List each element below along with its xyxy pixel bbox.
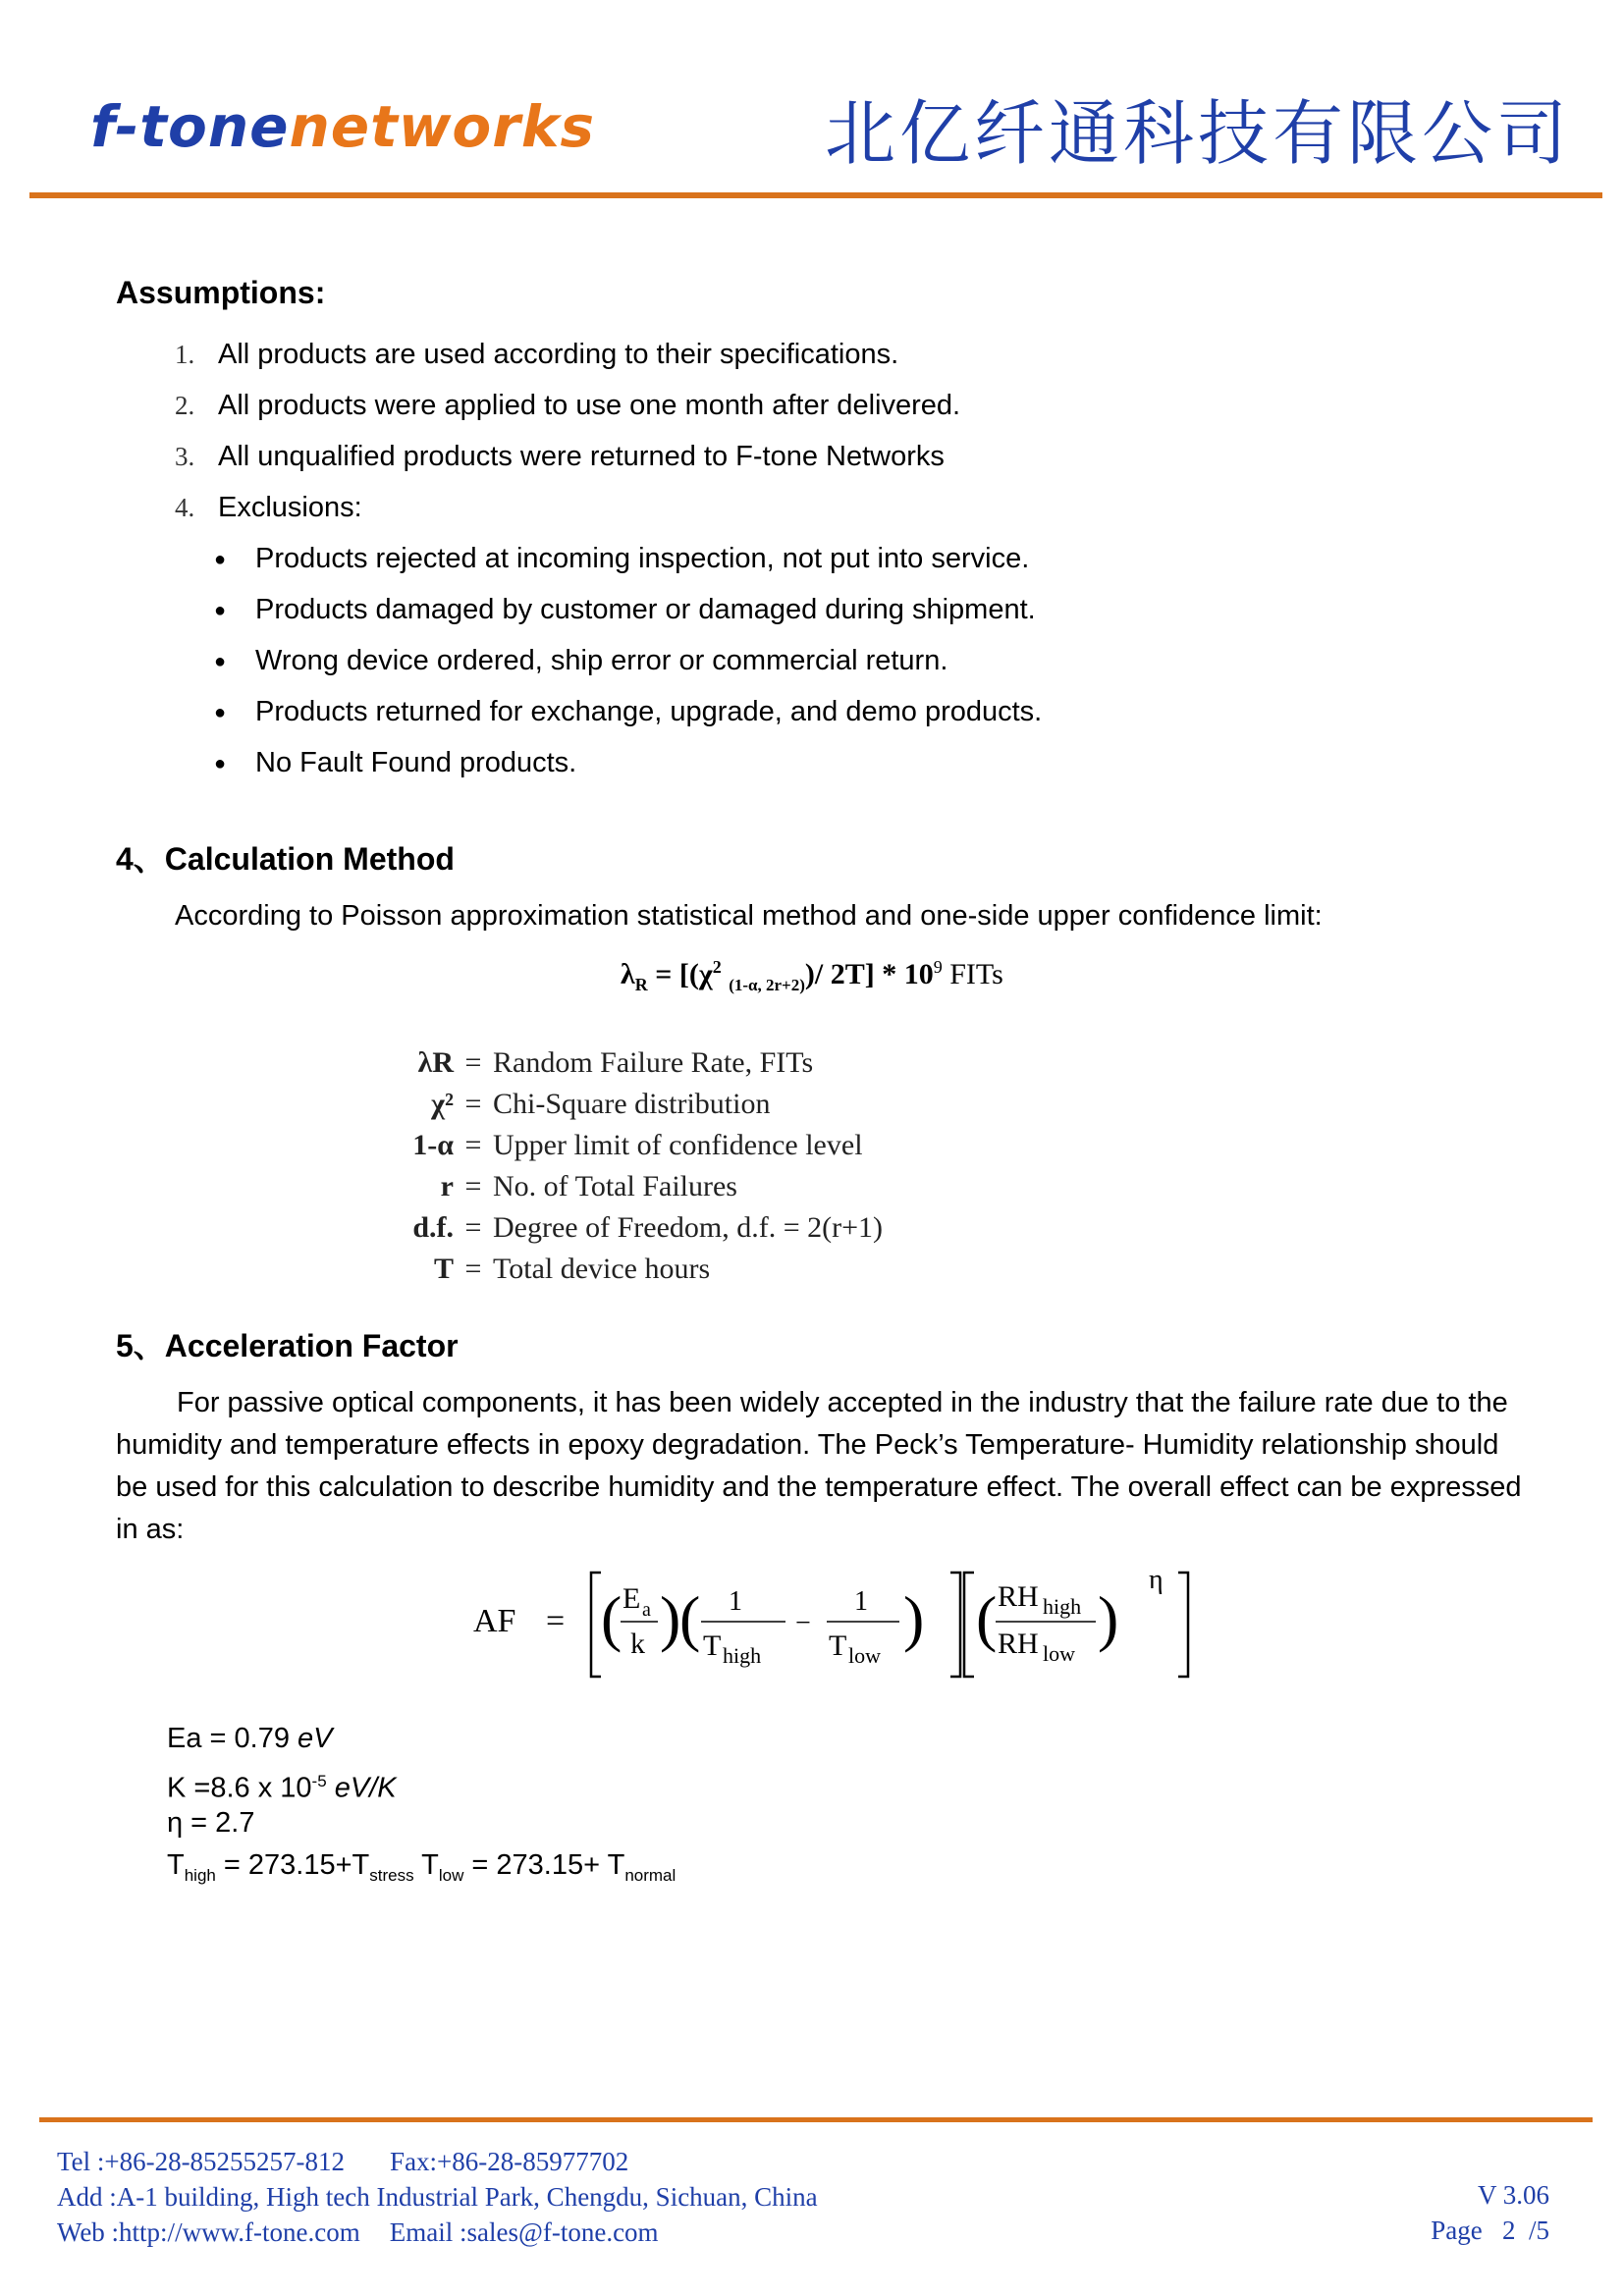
af-t: T [703, 1629, 722, 1662]
list-number: 4. [175, 493, 195, 522]
list-item [175, 439, 960, 490]
footer-phone-line [57, 2144, 818, 2179]
af-ea-sub: a [642, 1599, 651, 1621]
af-one: 1 [854, 1586, 868, 1617]
legend-desc: Total device hours [493, 1253, 711, 1285]
af-eta: η [1149, 1565, 1164, 1595]
footer-contact [57, 2144, 818, 2250]
footer-page-info [1431, 2177, 1549, 2248]
af-k: k [630, 1628, 645, 1660]
legend-desc: Degree of Freedom, d.f. = 2(r+1) [493, 1211, 884, 1244]
var-text: T [413, 1849, 439, 1881]
list-item-text: All products are used according to their specifications. [218, 339, 899, 370]
paren-close: ) [903, 1583, 925, 1653]
footer-address: Add :A-1 building, High tech Industrial Park, Chengdu, Sichuan, China [57, 2182, 818, 2212]
af-minus: − [795, 1608, 811, 1638]
legend-symbol: 1-α [412, 1129, 454, 1161]
var-sub: low [438, 1865, 464, 1885]
page-num: 2 [1501, 2216, 1516, 2245]
paren-open: ( [976, 1583, 998, 1653]
footer-fax: Fax:+86-28-85977702 [390, 2147, 629, 2176]
paren-close: ) [1098, 1583, 1119, 1653]
list-item-text: No Fault Found products. [255, 747, 577, 778]
legend-symbol: T [433, 1253, 454, 1285]
var-text: T [167, 1849, 185, 1881]
legend-symbol: χ² [431, 1088, 454, 1120]
legend-desc: Upper limit of confidence level [493, 1129, 863, 1161]
var-text: = 273.15+T [215, 1849, 370, 1881]
legend-row: χ² = Chi-Square distribution [373, 1084, 883, 1125]
bullet-icon: ● [214, 753, 227, 774]
paren-open: ( [601, 1583, 623, 1653]
list-item-text: Exclusions: [218, 492, 362, 523]
list-item [214, 694, 1042, 745]
list-item [175, 490, 960, 541]
var-ea [167, 1718, 676, 1760]
legend-row: T = Total device hours [373, 1249, 883, 1290]
var-sub: normal [624, 1865, 677, 1885]
list-item-text: Products rejected at incoming inspection, not put into service. [255, 543, 1030, 574]
footer-web-line [57, 2215, 818, 2250]
exclusions-list [214, 541, 1042, 796]
list-item [214, 745, 1042, 796]
formula-rest: )/ 2T] * 10 [804, 958, 934, 990]
var-sub: stress [369, 1865, 414, 1885]
formula-sub: (1-α, 2r+2) [729, 976, 805, 994]
bullet-icon: ● [214, 702, 227, 723]
legend-symbol: r [440, 1170, 454, 1202]
footer-tel: Tel :+86-28-85255257-812 [57, 2147, 346, 2176]
af-high: high [1043, 1594, 1082, 1619]
header-divider [29, 192, 1602, 198]
af-rh: RH [998, 1628, 1039, 1660]
var-sub: high [184, 1865, 216, 1885]
assumptions-list [175, 337, 960, 541]
list-item [214, 541, 1042, 592]
formula-lhs-sub: R [634, 975, 648, 994]
var-text: K =8.6 x 10 [167, 1772, 312, 1804]
af-equals: = [546, 1603, 566, 1639]
af-t: T [829, 1629, 847, 1662]
bullet-icon: ● [214, 600, 227, 621]
af-one: 1 [729, 1586, 742, 1617]
legend-symbol: λR [417, 1046, 454, 1079]
var-text: Ea = 0.79 [167, 1723, 298, 1754]
af-high: high [723, 1643, 762, 1668]
formula-open: = [(χ [655, 958, 713, 990]
footer-web-link[interactable]: Web :http://www.f-tone.com [57, 2217, 360, 2247]
list-number: 3. [175, 442, 195, 471]
list-item-text: Wrong device ordered, ship error or commercial return. [255, 645, 948, 676]
list-item-text: All unqualified products were returned to F-tone Networks [218, 441, 945, 472]
list-item [214, 592, 1042, 643]
company-name: 北亿纤通科技有限公司 [824, 92, 1571, 175]
legend-row: r = No. of Total Failures [373, 1166, 883, 1207]
af-lhs: AF [473, 1603, 516, 1639]
formula-exp: 9 [933, 957, 943, 977]
footer-email-link[interactable]: Email :sales@f-tone.com [389, 2217, 659, 2247]
variable-values [167, 1718, 676, 1887]
list-item [175, 337, 960, 388]
footer-divider [39, 2117, 1593, 2122]
var-k [167, 1760, 676, 1802]
assumptions-heading: Assumptions: [116, 275, 326, 310]
af-ea: E [623, 1582, 641, 1615]
list-item-text: All products were applied to use one month after delivered. [218, 390, 961, 421]
bullet-icon: ● [214, 651, 227, 672]
legend-row: λR = Random Failure Rate, FITs [373, 1042, 883, 1084]
company-logo [90, 93, 595, 160]
legend-desc: Random Failure Rate, FITs [493, 1046, 814, 1079]
acceleration-heading: 5、Acceleration Factor [116, 1328, 459, 1363]
calculation-intro: According to Poisson approximation statistical method and one-side upper confidence limit: [175, 900, 1323, 932]
paren-open: ( [679, 1583, 701, 1653]
legend-desc: No. of Total Failures [493, 1170, 737, 1202]
legend-desc: Chi-Square distribution [493, 1088, 771, 1120]
af-low: low [848, 1643, 881, 1668]
formula-unit: FITs [942, 958, 1003, 990]
formula-lhs: λ [621, 958, 635, 990]
var-unit: eV/K [326, 1772, 397, 1804]
af-low: low [1043, 1641, 1075, 1666]
acceleration-factor-formula [461, 1561, 1227, 1683]
legend-row: d.f. = Degree of Freedom, d.f. = 2(r+1) [373, 1207, 883, 1249]
footer-version: V 3.06 [1477, 2180, 1549, 2210]
acceleration-paragraph: For passive optical components, it has been widely accepted in the industry that the failure rate due to the humidity and temperature effects in epoxy degradation. The Peck’s Temperature- Humidity relationship should be used for this calculation to describe humidity and the temperature effect. The overall effect can be expressed in as: [116, 1387, 1522, 1545]
var-eta: η = 2.7 [167, 1807, 255, 1839]
formula-legend [373, 1042, 883, 1290]
list-number: 1. [175, 340, 195, 369]
list-number: 2. [175, 391, 195, 420]
bullet-icon: ● [214, 549, 227, 570]
af-rh: RH [998, 1580, 1039, 1613]
footer-page-number [1431, 2213, 1549, 2248]
paren-close: ) [660, 1583, 681, 1653]
logo-text-part2: networks [289, 93, 595, 160]
list-item-text: Products damaged by customer or damaged during shipment. [255, 594, 1036, 625]
var-unit: eV [298, 1723, 333, 1754]
list-item [214, 643, 1042, 694]
formula-sup: 2 [712, 957, 722, 977]
var-temperatures [167, 1844, 676, 1887]
list-item-text: Products returned for exchange, upgrade, and demo products. [255, 696, 1043, 727]
failure-rate-formula [621, 957, 1003, 995]
legend-row: 1-α = Upper limit of confidence level [373, 1125, 883, 1166]
calculation-heading: 4、Calculation Method [116, 841, 455, 877]
var-exp: -5 [311, 1772, 327, 1790]
page-total: /5 [1528, 2216, 1549, 2245]
list-item [175, 388, 960, 439]
var-text: = 273.15+ T [463, 1849, 625, 1881]
page-label: Page [1431, 2216, 1483, 2245]
legend-symbol: d.f. [412, 1211, 454, 1244]
logo-text-part1: f-tone [90, 93, 290, 160]
